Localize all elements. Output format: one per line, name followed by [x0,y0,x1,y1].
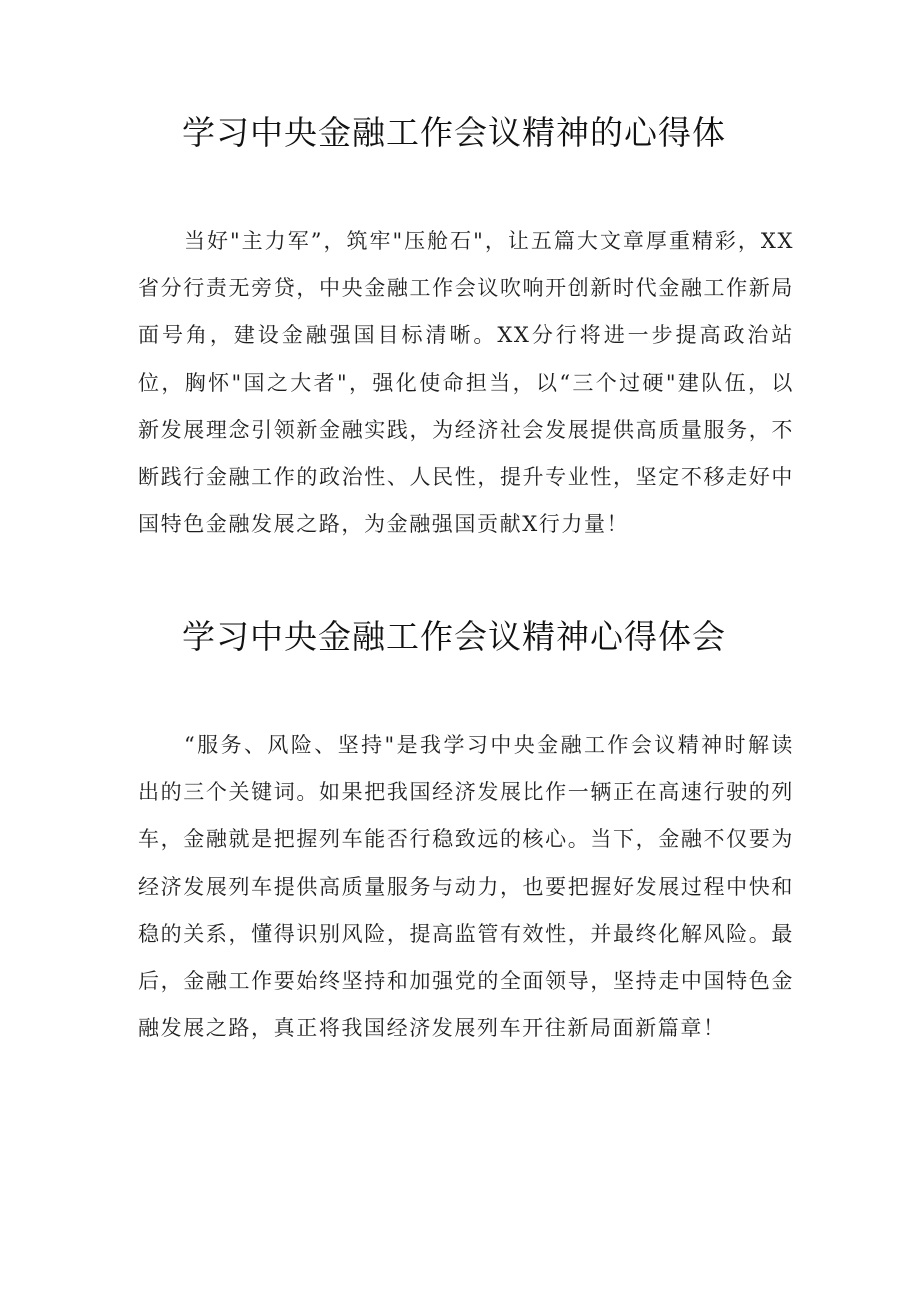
article-body-1: 当好"主力军”，筑牢"压舱石"，让五篇大文章厚重精彩，XX省分行责无旁贷，中央金融工作会议吹响开创新时代金融工作新局面号角，建设金融强国目标清晰。XX分行将进一步提高政治站位，胸怀"国之大者"，强化使命担当，以“三个过硬"建队伍，以新发展理念引领新金融实践，为经济社会发展提供高质量服务，不断践行金融工作的政治性、人民性，提升专业性，坚定不移走好中国特色金融发展之路，为金融强国贡献X行力量！ [138,229,794,537]
article-title-1: 学习中央金融工作会议精神的心得体 [182,113,726,152]
article-section-1 [138,108,794,548]
article-section-2 [138,612,794,1052]
article-body-2: “服务、风险、坚持"是我学习中央金融工作会议精神时解读出的三个关键词。如果把我国经济发展比作一辆正在高速行驶的列车，金融就是把握列车能否行稳致远的核心。当下，金融不仅要为经济发展列车提供高质量服务与动力，也要把握好发展过程中快和稳的关系，懂得识别风险，提高监管有效性，并最终化解风险。最后，金融工作要始终坚持和加强党的全面领导，坚持走中国特色金融发展之路，真正将我国经济发展列车开往新局面新篇章！ [138,733,794,1041]
article-title-2: 学习中央金融工作会议精神心得体会 [182,617,726,656]
